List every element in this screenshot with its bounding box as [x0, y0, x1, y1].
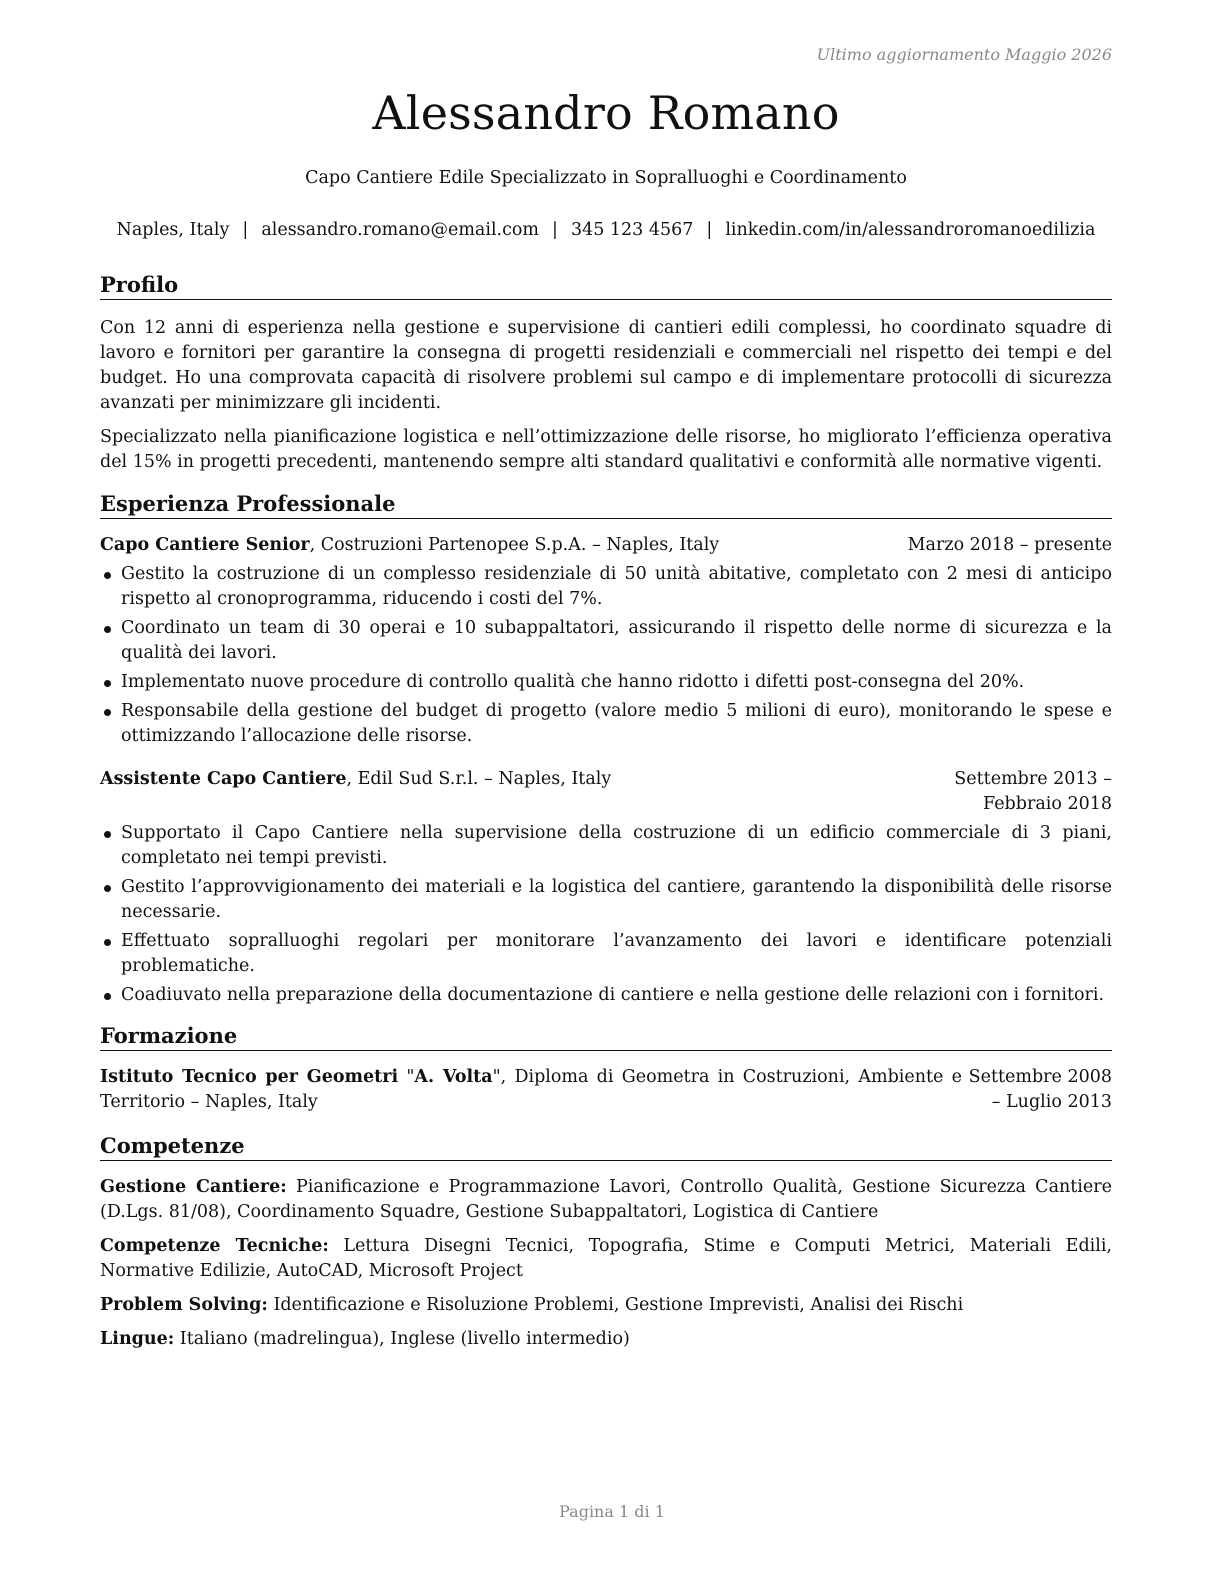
- section-title-education: Formazione: [100, 1022, 1112, 1051]
- job-company: , Edil Sud S.r.l. – Naples, Italy: [346, 769, 612, 789]
- job-bullet: Effettuato sopralluoghi regolari per monitorare l’avanzamento dei lavori e identificare potenziali problematiche.: [100, 929, 1112, 979]
- skill-row: [100, 1234, 1112, 1284]
- last-updated: Ultimo aggiornamento Maggio 2026: [816, 45, 1112, 64]
- section-title-skills: Competenze: [100, 1132, 1112, 1161]
- job-role: Assistente Capo Cantiere: [100, 769, 347, 789]
- job-bullet: Coordinato un team di 30 operai e 10 subappaltatori, assicurando il rispetto delle norme di sicurezza e la qualità dei lavori.: [100, 616, 1112, 666]
- contact-separator: |: [242, 220, 249, 240]
- job-dates: Marzo 2018 – presente: [907, 535, 1112, 555]
- skill-row: [100, 1175, 1112, 1225]
- job-bullet: Implementato nuove procedure di controllo qualità che hanno ridotto i difetti post-consegna del 20%.: [100, 670, 1112, 695]
- contact-location: Naples, Italy: [116, 220, 230, 240]
- school-name: Istituto Tecnico per Geometri: [100, 1067, 399, 1087]
- contact-linkedin[interactable]: linkedin.com/in/alessandroromanoedilizia: [725, 220, 1096, 240]
- profile-paragraph: Specializzato nella pianificazione logistica e nell’ottimizzazione delle risorse, ho migliorato l’efficienza operativa del 15% in progetti precedenti, mantenendo sempre alti standard qualitativi e conformità alle normative vigenti.: [100, 427, 1112, 472]
- school-quote: ": [398, 1067, 415, 1087]
- contact-separator: |: [706, 220, 713, 240]
- job-bullet: Supportato il Capo Cantiere nella supervisione della costruzione di un edificio commerciale di 3 piani, completato nei tempi previsti.: [100, 821, 1112, 871]
- job-bullets: [100, 562, 1112, 749]
- job-bullets: [100, 821, 1112, 1008]
- job-bullet: Gestito l’approvvigionamento dei materiali e la logistica del cantiere, garantendo la disponibilità delle risorse necessarie.: [100, 875, 1112, 925]
- job-bullet: Gestito la costruzione di un complesso residenziale di 50 unità abitative, completato con 2 mesi di anticipo rispetto al cronoprogramma, riducendo i costi del 7%.: [100, 562, 1112, 612]
- job-company: , Costruzioni Partenopee S.p.A. – Naples, Italy: [309, 535, 720, 555]
- job-dates: Settembre 2013 – Febbraio 2018: [954, 769, 1112, 814]
- skill-value: Pianificazione e Programmazione Lavori, Controllo Qualità, Gestione Sicurezza Cantiere (D.Lgs. 81/08), Coordinamento Squadre, Gestione Subappaltatori, Logistica di Cantiere: [100, 1177, 1112, 1222]
- skills-section: [100, 1132, 1112, 1361]
- contact-phone: 345 123 4567: [570, 220, 694, 240]
- education-section: [100, 1022, 1112, 1115]
- job-bullet: Coadiuvato nella preparazione della documentazione di cantiere e nella gestione delle relazioni con i fornitori.: [100, 983, 1112, 1008]
- school-quote: ": [492, 1067, 501, 1087]
- job-role: Capo Cantiere Senior: [100, 535, 310, 555]
- job-entry: [100, 533, 1112, 749]
- skill-label: Problem Solving:: [100, 1295, 268, 1315]
- skill-row: [100, 1293, 1112, 1318]
- section-title-experience: Esperienza Professionale: [100, 490, 1112, 519]
- skill-value: Italiano (madrelingua), Inglese (livello intermedio): [174, 1329, 630, 1349]
- candidate-name: Alessandro Romano: [372, 86, 840, 140]
- education-dates: Settembre 2008 – Luglio 2013: [968, 1067, 1112, 1112]
- profile-section: [100, 271, 1112, 475]
- contact-separator: |: [552, 220, 558, 240]
- education-entry: [100, 1065, 1112, 1115]
- job-header: [100, 767, 1112, 817]
- skill-label: Lingue:: [100, 1329, 175, 1349]
- skill-label: Gestione Cantiere:: [100, 1177, 287, 1197]
- skill-label: Competenze Tecniche:: [100, 1236, 329, 1256]
- school-name-suffix: A. Volta: [414, 1067, 493, 1087]
- education-details: , Diploma di Geometra in Costruzioni, Ambiente e Territorio – Naples, Italy: [100, 1067, 962, 1112]
- job-header: [100, 533, 1112, 558]
- contact-line: [90, 220, 1122, 240]
- contact-email[interactable]: alessandro.romano@email.com: [261, 220, 540, 240]
- job-entry: [100, 767, 1112, 1008]
- skill-value: Identificazione e Risoluzione Problemi, Gestione Imprevisti, Analisi dei Rischi: [267, 1295, 964, 1315]
- section-title-profile: Profilo: [100, 271, 1112, 300]
- skill-value: Lettura Disegni Tecnici, Topografia, Stime e Computi Metrici, Materiali Edili, Normative Edilizie, AutoCAD, Microsoft Project: [100, 1236, 1112, 1281]
- skill-row: [100, 1327, 1112, 1352]
- page-number: Pagina 1 di 1: [559, 1502, 665, 1521]
- job-bullet: Responsabile della gestione del budget di progetto (valore medio 5 milioni di euro), monitorando le spese e ottimizzando l’allocazione delle risorse.: [100, 699, 1112, 749]
- experience-section: [100, 490, 1112, 1008]
- profile-paragraph: Con 12 anni di esperienza nella gestione e supervisione di cantieri edili complessi, ho coordinato squadre di lavoro e fornitori per garantire la consegna di progetti residenziali e commerciali nel rispetto dei tempi e del budget. Ho una comprovata capacità di risolvere problemi sul campo e di implementare protocolli di sicurezza avanzati per minimizzare gli incidenti.: [100, 318, 1112, 413]
- candidate-headline: Capo Cantiere Edile Specializzato in Sopralluoghi e Coordinamento: [305, 168, 907, 188]
